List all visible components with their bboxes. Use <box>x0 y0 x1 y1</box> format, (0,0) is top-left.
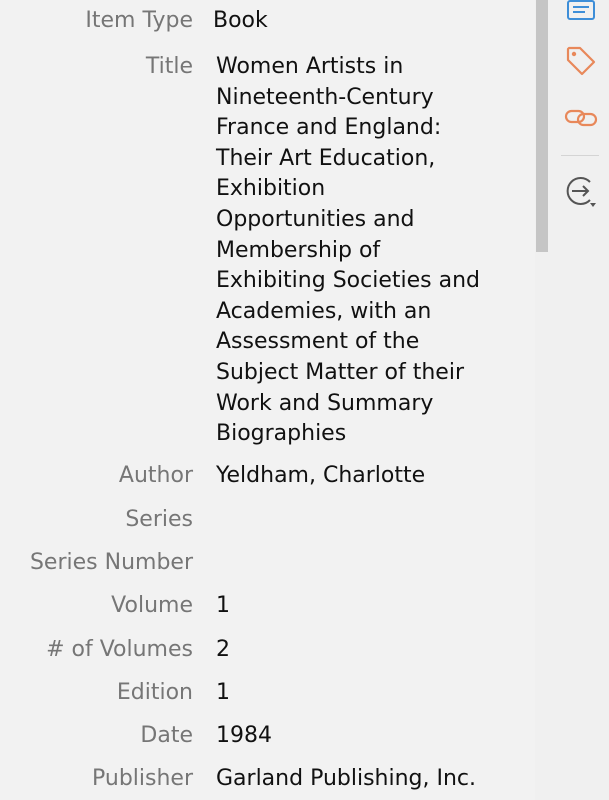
related-icon <box>563 100 599 136</box>
title-value[interactable]: Women Artists in Nineteenth-Century France and England: Their Art Education, Exhibition Opportunities and Membership of Exhibiting Societies and Academies, with an Assessment of the Subject Matter of their Work and Summary Biographies <box>216 54 480 447</box>
info-section-button[interactable] <box>563 0 599 24</box>
series-label: Series <box>125 507 193 532</box>
edition-label: Edition <box>116 680 193 705</box>
scrollbar-thumb[interactable] <box>536 0 548 252</box>
num-volumes-value[interactable]: 2 <box>216 637 230 662</box>
num-volumes-label: # of Volumes <box>46 637 193 662</box>
info-icon <box>563 0 599 24</box>
publisher-label: Publisher <box>92 766 193 791</box>
side-navigation <box>549 0 609 800</box>
author-label: Author <box>118 463 193 488</box>
locate-icon <box>563 173 599 209</box>
edition-value[interactable]: 1 <box>216 680 230 705</box>
item-type-label: Item Type <box>85 8 193 33</box>
title-label: Title <box>145 54 193 79</box>
publisher-value[interactable]: Garland Publishing, Inc. <box>216 766 477 791</box>
date-value[interactable]: 1984 <box>216 723 272 748</box>
tags-section-button[interactable] <box>563 43 599 79</box>
item-type-value[interactable]: Book <box>213 8 268 33</box>
volume-label: Volume <box>111 593 193 618</box>
series-number-label: Series Number <box>29 550 193 575</box>
tag-icon <box>563 43 599 79</box>
author-value[interactable]: Yeldham, Charlotte <box>216 463 426 488</box>
related-section-button[interactable] <box>563 100 599 136</box>
locate-button[interactable] <box>563 173 599 209</box>
volume-value[interactable]: 1 <box>216 593 230 618</box>
date-label: Date <box>140 723 193 748</box>
nav-separator <box>561 155 599 156</box>
